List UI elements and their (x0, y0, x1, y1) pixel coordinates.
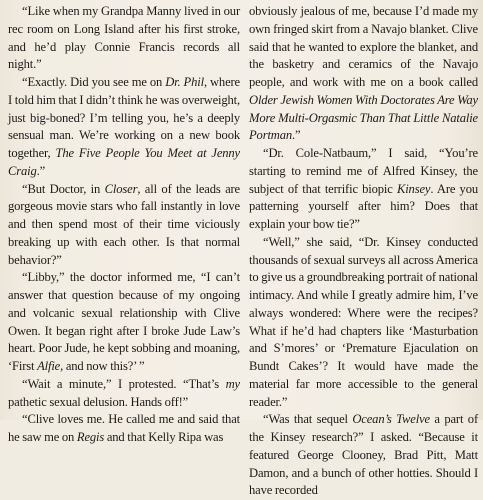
article-paragraph (249, 145, 478, 234)
article-paragraph (8, 269, 240, 376)
italic-title-text: Older Jewish Women With Doctorates Are Way More Multi-Orgasmic Than That Little Natalie Portman (249, 92, 478, 143)
paragraph-text: .” (292, 128, 301, 143)
italic-title-text: Ocean’s Twelve (352, 412, 430, 427)
paragraph-text: , all of the leads are gorgeous movie stars who fall instantly in love and then spend most of their time viciously breaking up with each other. Is that normal behavior?” (8, 181, 240, 267)
paragraph-text: pathetic sexual delusion. Hands off!” (8, 394, 189, 409)
paragraph-text: “Exactly. Did you see me on (22, 75, 166, 89)
article-paragraph (249, 411, 478, 500)
italic-title-text: my (225, 376, 240, 391)
right-text-column (249, 3, 478, 500)
paragraph-text: “But Doctor, in (22, 181, 105, 196)
italic-title-text: The Five People You Meet at Jenny Craig (8, 146, 240, 178)
paragraph-text: , where I told him that I didn’t think he was overweight, just big-boned? I’m telling you, he’s a deeply sensual man. We’re working on a new book together, (8, 75, 240, 160)
italic-title-text: Dr. Phil (165, 75, 204, 89)
article-paragraph (249, 234, 478, 412)
italic-title-text: Alfie (37, 359, 61, 373)
paragraph-text: “Libby,” the doctor informed me, “I can’t answer that question because of my ongoing and volcanic sexual relationship with Clive Owen. It began right after I broke Jude Law’s heart. Poor Jude, he kept sobbing and moaning, ‘First (8, 270, 240, 373)
article-paragraph (8, 181, 240, 270)
paragraph-text: , and now this?’ ” (60, 359, 145, 373)
paragraph-text: a part of the Kinsey research?” I asked. “Because it featured George Clooney, Brad Pitt, Matt Damon, and a bunch of other hotties. Should I have recorded (249, 412, 478, 498)
paragraph-text: “Wait a minute,” I protested. “That’s (22, 376, 226, 391)
paragraph-text: “Was that sequel (263, 412, 353, 427)
paragraph-text: “Well,” she said, “Dr. Kinsey conducted thousands of sexual surveys all across America to give us a groundbreaking portrait of national intimacy. And while I greatly admire him, I’ve always wondered: Where were the recipes? What if he’d had chapters like ‘Masturbation and S’mores’ or ‘Premature Ejaculation on Bundt Cakes’? It would have made the material far more accessible to the general reader.” (249, 234, 478, 409)
paragraph-text: “Dr. Cole-Natbaum,” I said, “You’re starting to remind me of Alfred Kinsey, the subject of that terrific biopic (249, 146, 478, 196)
paragraph-text: and that Kelly Ripa was (104, 430, 224, 444)
paragraph-text: .” (36, 163, 46, 178)
italic-title-text: Kinsey (396, 181, 431, 196)
paragraph-text: . Are you patterning yourself after him? Does that explain your bow tie?” (249, 181, 478, 231)
article-paragraph (8, 376, 240, 412)
article-paragraph (249, 3, 478, 145)
left-text-column (8, 3, 240, 447)
article-paragraph (8, 3, 240, 74)
italic-title-text: Regis (76, 430, 105, 444)
italic-title-text: Closer (104, 181, 138, 196)
article-paragraph (8, 74, 240, 181)
article-paragraph (8, 411, 240, 447)
paragraph-text: “Clive loves me. He called me and said that he saw me on (8, 412, 240, 444)
paragraph-text: obviously jealous of me, because I’d made my own fringed skirt from a Navajo blanket. Clive said that he wanted to explore the blanket, and the basketry and ceramics of the Navajo people, and work with me on a book called (249, 4, 478, 89)
paragraph-text: “Like when my Grandpa Manny lived in our rec room on Long Island after his first stroke, and he’d play Connie Francis records all night.” (8, 4, 240, 72)
